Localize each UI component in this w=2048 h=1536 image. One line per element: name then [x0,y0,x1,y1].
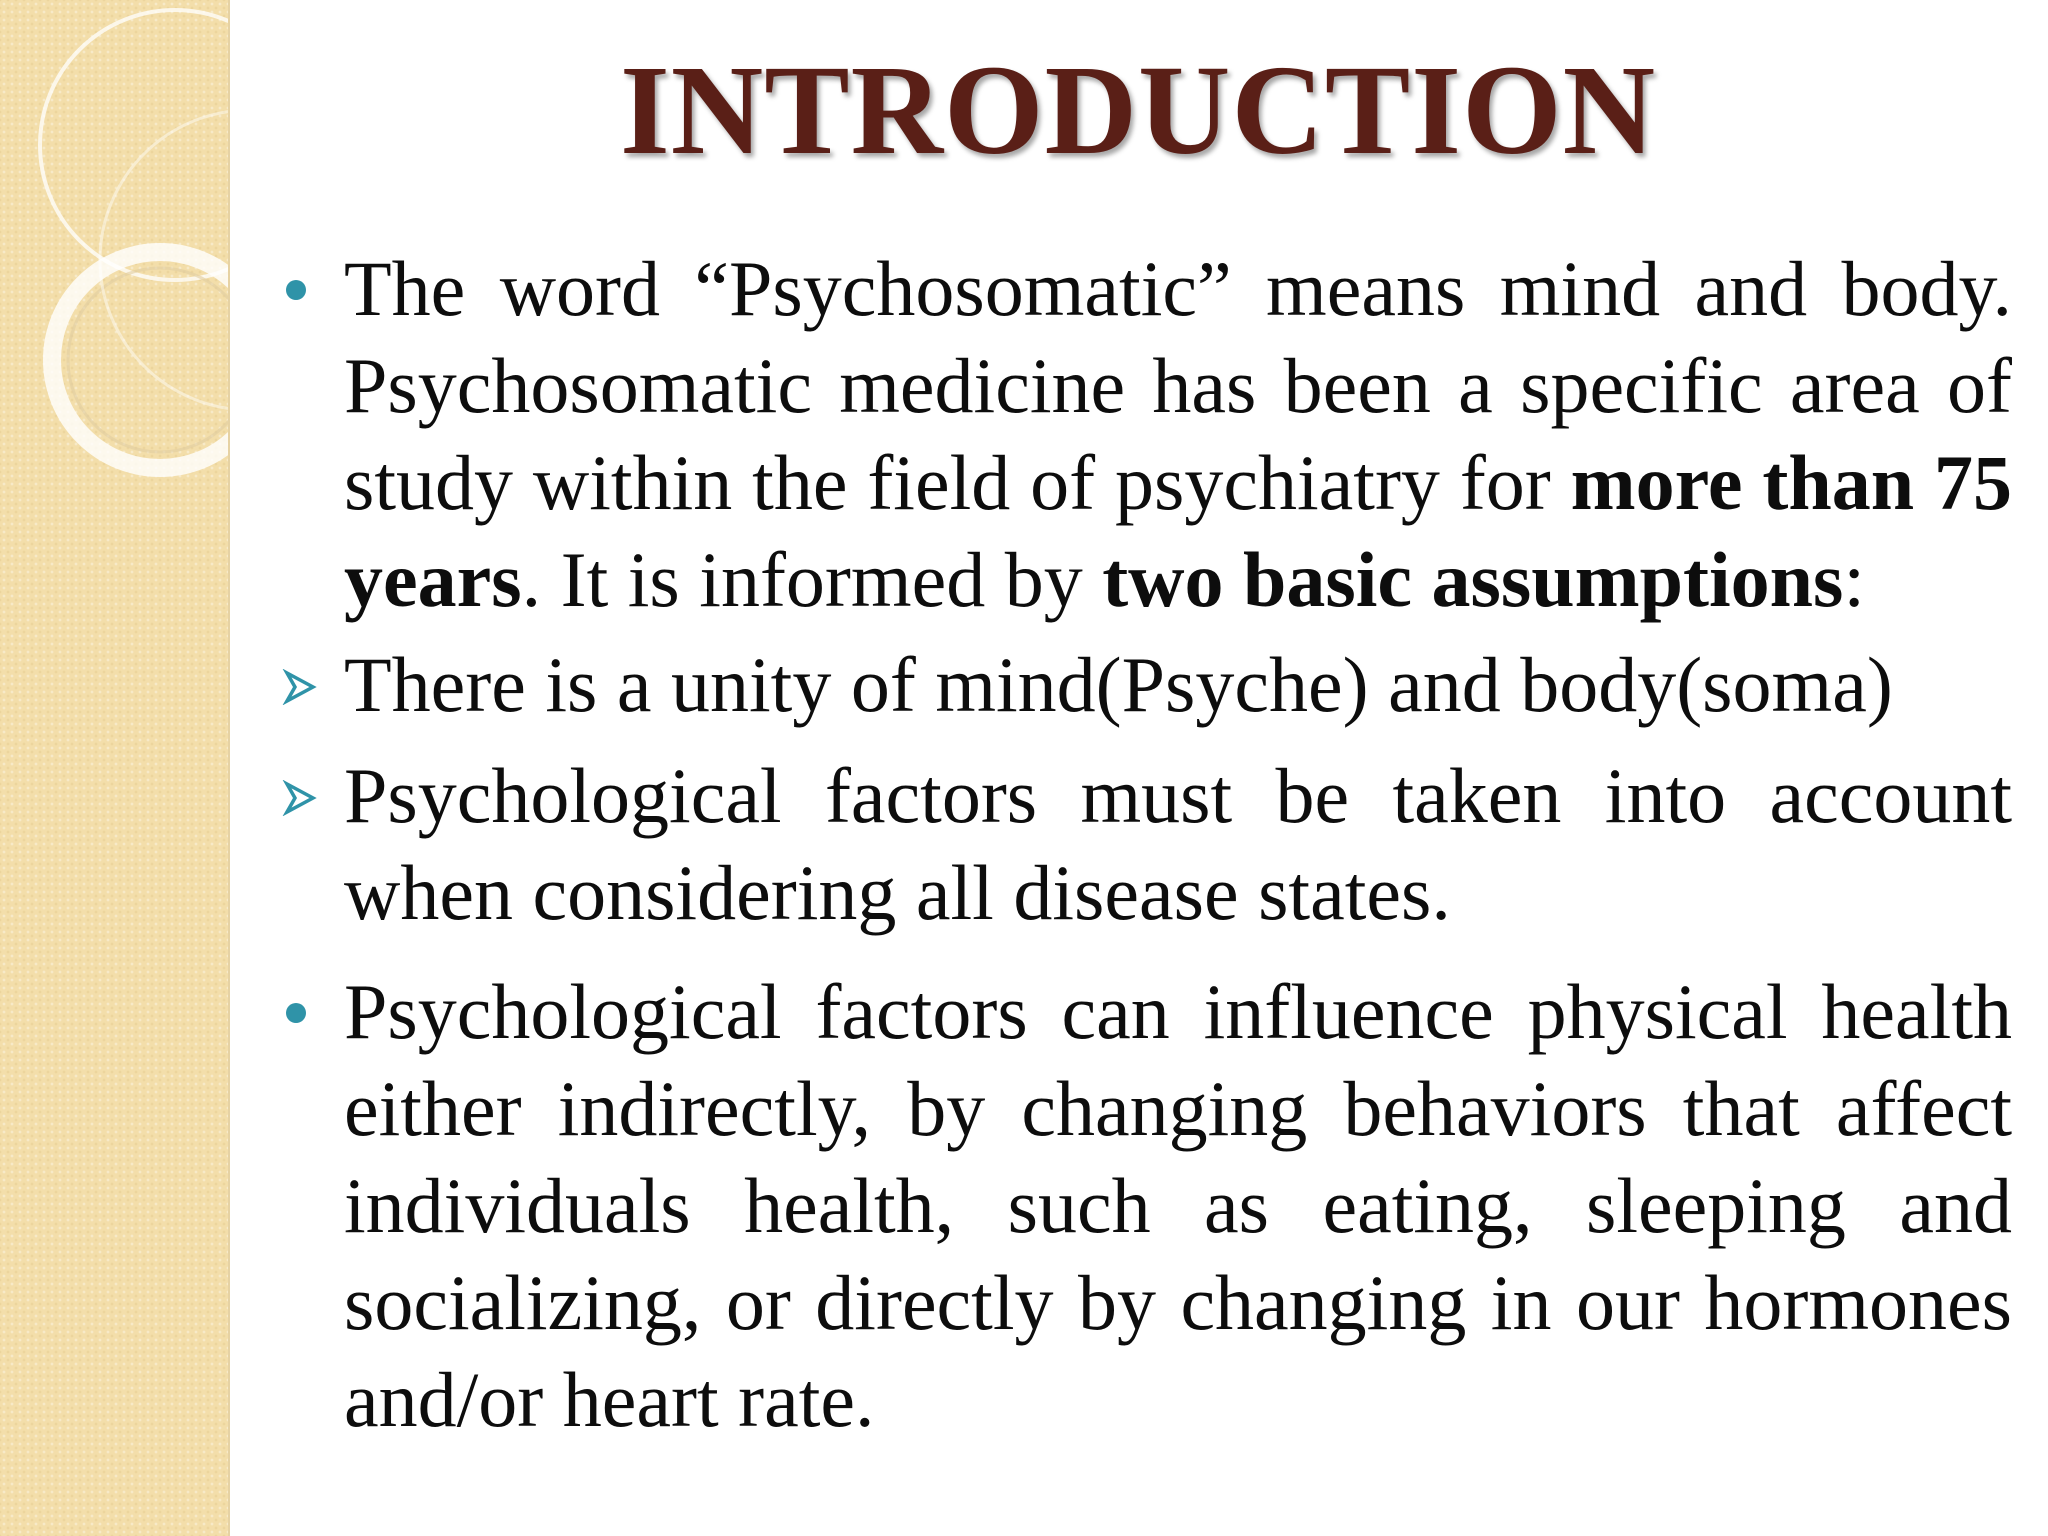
slide-title: INTRODUCTION [619,39,1657,181]
bullet-item-2 [282,636,2012,733]
item-2-text: There is a unity of mind(Psyche) and body(soma) [344,641,1893,728]
arrow-bullet-icon [282,780,318,816]
slide-content [282,240,2012,1448]
decorative-rings-icon [0,0,228,1536]
circle-bullet-icon [286,280,306,300]
circle-bullet-icon [286,1003,306,1023]
item-1-bold-years: more than 75 years [344,439,2012,623]
bullet-item-1 [282,240,2012,628]
item-1-text-a: The word “Psychosomatic” means mind and body. Psychosomatic medicine has been a specific area of study within the field of psychiatry for [344,245,2012,526]
item-1-text-b: . It is informed by [521,536,1103,623]
bullet-item-4 [282,963,2012,1448]
item-1-text-c: : [1843,536,1866,623]
bullet-item-3 [282,747,2012,941]
decorative-sidebar [0,0,230,1536]
arrow-bullet-icon [282,669,318,705]
item-3-text: Psychological factors must be taken into account when considering all disease states. [344,752,2012,936]
item-1-bold-assumptions: two basic assumptions [1102,536,1844,623]
item-4-text: Psychological factors can influence physical health either indirectly, by changing behaviors that affect individuals health, such as eating, sleeping and socializing, or directly by changing in our hormones and/or heart rate. [344,968,2012,1443]
